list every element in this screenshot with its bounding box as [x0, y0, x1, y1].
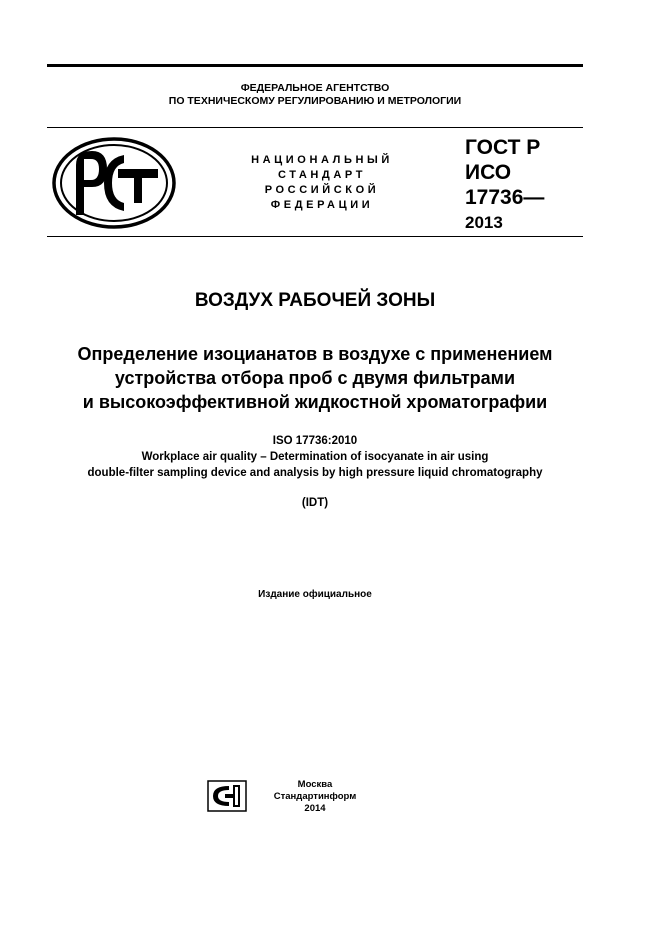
rst-logo-icon: [52, 137, 176, 229]
designation-line-3: 17736—: [465, 186, 545, 209]
national-standard-line-1: НАЦИОНАЛЬНЫЙ: [251, 154, 393, 166]
national-standard-line-3: РОССИЙСКОЙ: [264, 184, 380, 196]
national-standard-line-4: ФЕДЕРАЦИИ: [270, 199, 374, 211]
designation-line-2: ИСО: [465, 161, 512, 184]
publisher-name: Стандартинформ: [273, 791, 357, 802]
iso-number: ISO 17736:2010: [272, 435, 358, 447]
agency-line-2: ПО ТЕХНИЧЕСКОМУ РЕГУЛИРОВАНИЮ И МЕТРОЛОГИИ: [168, 95, 462, 107]
top-rule: [47, 64, 583, 67]
header-rule-bottom: [47, 236, 583, 237]
designation-line-1: ГОСТ Р: [465, 136, 541, 159]
edition-note: Издание официальное: [258, 589, 372, 600]
document-title: ВОЗДУХ РАБОЧЕЙ ЗОНЫ: [194, 290, 436, 311]
subtitle-line-3: и высокоэффективной жидкостной хроматографии: [82, 392, 548, 412]
national-standard-line-2: СТАНДАРТ: [277, 169, 367, 181]
subtitle-line-2: устройства отбора проб с двумя фильтрами: [114, 368, 516, 388]
designation-line-4: 2013: [465, 213, 503, 232]
subtitle-line-1: Определение изоцианатов в воздухе с применением: [77, 344, 553, 364]
iso-title-line-2: double-filter sampling device and analysis by high pressure liquid chromatography: [87, 467, 543, 479]
standartinform-logo-icon: [207, 780, 247, 812]
header-rule-top: [47, 127, 583, 128]
idt-marker: (IDT): [301, 497, 329, 509]
publisher-year: 2014: [304, 803, 326, 814]
agency-line-1: ФЕДЕРАЛЬНОЕ АГЕНТСТВО: [240, 82, 390, 94]
iso-title-line-1: Workplace air quality – Determination of isocyanate in air using: [141, 451, 489, 463]
publisher-city: Москва: [297, 779, 333, 790]
